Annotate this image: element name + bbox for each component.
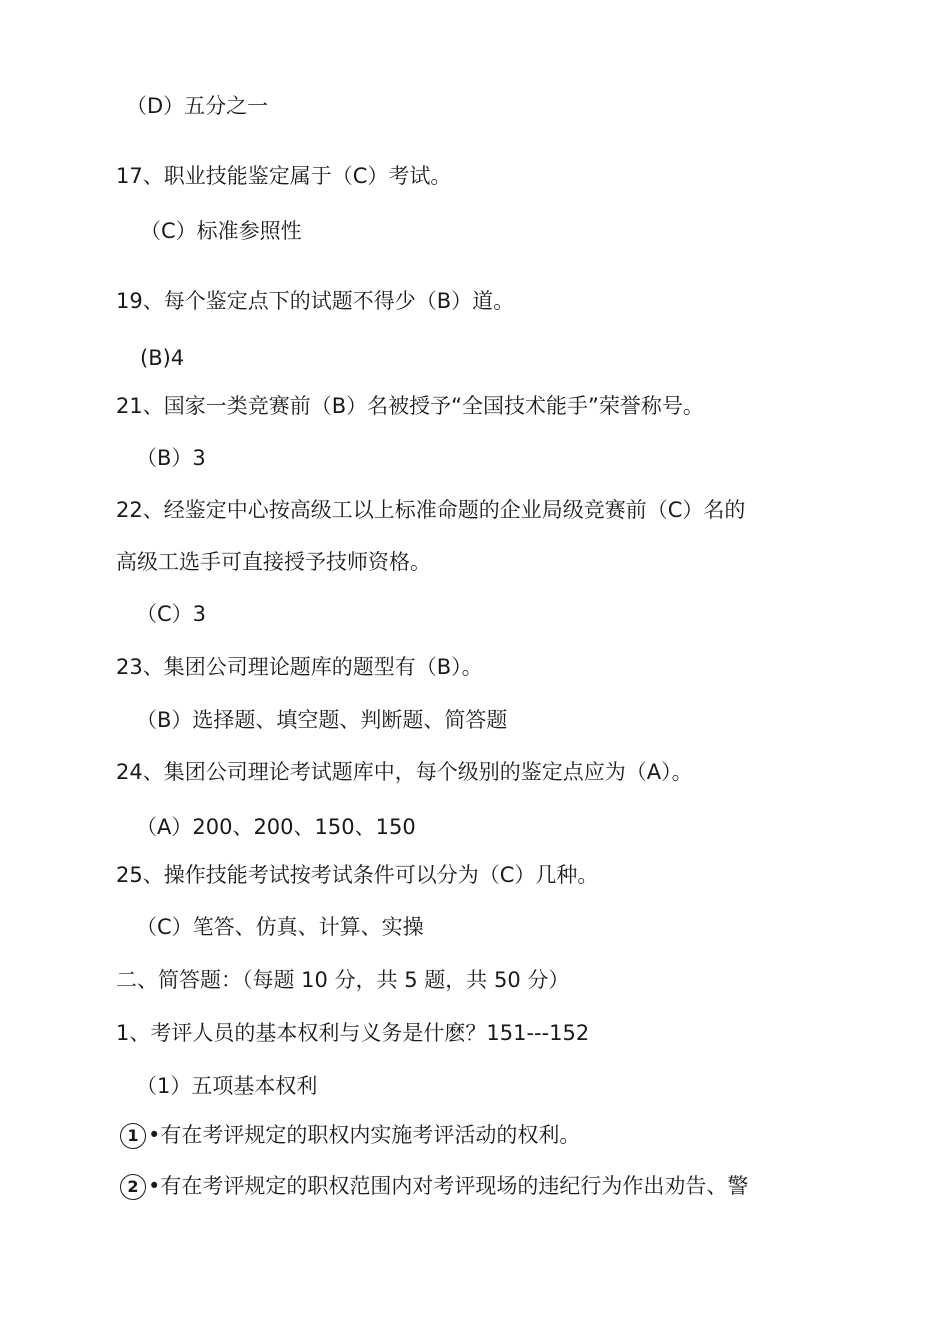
answer-text: （C）笔答、仿真、计算、实操 (136, 915, 424, 939)
question-text: 1、考评人员的基本权利与义务是什麽？151---152 (116, 1021, 590, 1045)
section-heading-text: 二、简答题：（每题 10 分，共 5 题，共 50 分） (116, 968, 570, 992)
question-line (116, 1018, 589, 1048)
answer-text: （D）五分之一 (126, 94, 269, 118)
answer-line (126, 91, 268, 121)
question-text: 17、职业技能鉴定属于（C）考试。 (116, 164, 452, 188)
question-text: 22、经鉴定中心按高级工以上标准命题的企业局级竞赛前（C）名的 (116, 498, 746, 522)
question-line (116, 391, 704, 421)
answer-line (140, 216, 302, 246)
question-line-continued (116, 547, 431, 577)
question-line (116, 652, 483, 682)
answer-line (136, 599, 206, 629)
question-text: 23、集团公司理论题库的题型有（B）。 (116, 655, 483, 679)
circled-number-marker: 2 (120, 1174, 146, 1200)
question-text: 24、集团公司理论考试题库中，每个级别的鉴定点应为（A）。 (116, 760, 693, 784)
subheading-line (136, 1071, 317, 1101)
answer-line (136, 912, 424, 942)
answer-text: （B）3 (136, 446, 206, 470)
answer-text: （B）选择题、填空题、判断题、简答题 (136, 708, 508, 732)
numbered-item (120, 1171, 748, 1201)
item-text: •有在考评规定的职权内实施考评活动的权利。 (148, 1123, 581, 1147)
item-text: •有在考评规定的职权范围内对考评现场的违纪行为作出劝告、警 (148, 1174, 749, 1198)
question-line (116, 286, 514, 316)
question-line (116, 860, 598, 890)
answer-line (136, 705, 507, 735)
circled-number-marker: 1 (120, 1123, 146, 1149)
question-text: 高级工选手可直接授予技师资格。 (116, 550, 431, 574)
question-line (116, 161, 451, 191)
question-line (116, 495, 745, 525)
answer-line (136, 443, 206, 473)
question-line (116, 757, 693, 787)
section-heading (116, 965, 569, 995)
answer-text: （C）3 (136, 602, 207, 626)
question-text: 21、国家一类竞赛前（B）名被授予“全国技术能手”荣誉称号。 (116, 394, 704, 418)
answer-text: (B)4 (140, 346, 185, 370)
numbered-item (120, 1120, 580, 1150)
answer-line (140, 343, 184, 373)
subheading-text: （1）五项基本权利 (136, 1074, 318, 1098)
answer-text: （A）200、200、150、150 (136, 815, 416, 839)
answer-text: （C）标准参照性 (140, 219, 302, 243)
question-text: 25、操作技能考试按考试条件可以分为（C）几种。 (116, 863, 599, 887)
answer-line (136, 812, 416, 842)
question-text: 19、每个鉴定点下的试题不得少（B）道。 (116, 289, 515, 313)
